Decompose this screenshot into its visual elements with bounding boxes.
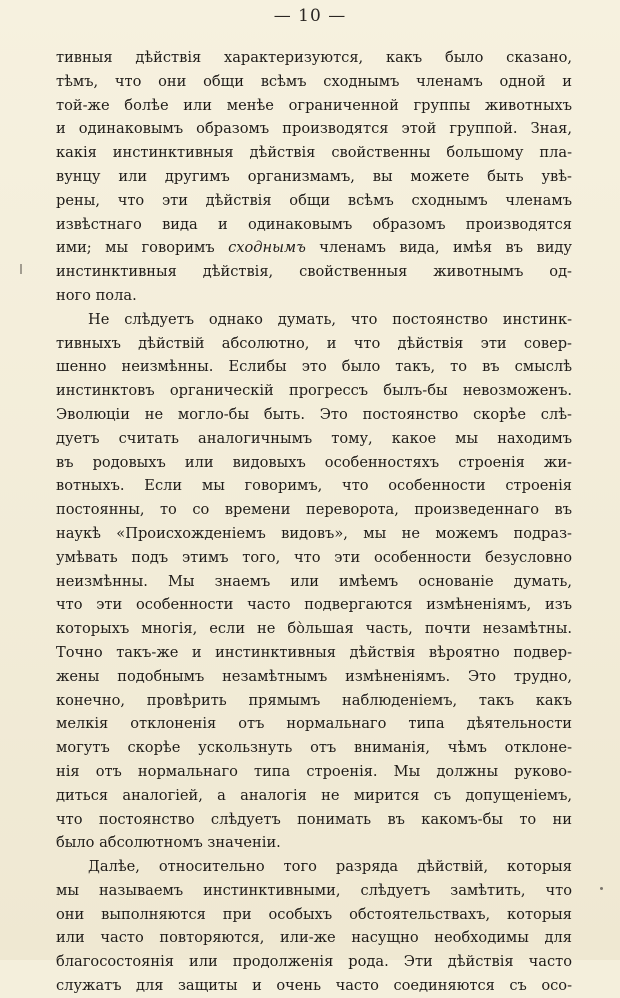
text-line: ного пола. bbox=[56, 286, 137, 304]
text-line: инстинктовъ органическій прогрессъ былъ-бы невозможенъ. bbox=[56, 382, 572, 400]
text-line: тѣмъ, что они общи всѣмъ сходнымъ членамъ одной и bbox=[56, 72, 572, 90]
text-line: рены, что эти дѣйствія общи всѣмъ сходнымъ членамъ bbox=[56, 191, 572, 209]
text-line: диться аналогіей, а аналогія не мирится съ допущеніемъ, bbox=[56, 786, 572, 804]
text-line: мелкія отклоненія отъ нормальнаго типа дѣятельности bbox=[56, 715, 572, 733]
margin-dot bbox=[600, 887, 603, 890]
text-line: Не слѣдуетъ однако думать, что постоянство инстинк- bbox=[88, 310, 572, 328]
text-line bbox=[56, 236, 572, 260]
text-line: Точно такъ-же и инстинктивныя дѣйствія вѣроятно подвер- bbox=[56, 643, 572, 661]
text-line: конечно, провѣрить прямымъ наблюденіемъ, такъ какъ bbox=[56, 691, 572, 709]
text-line: которыхъ многія, если не бо̀льшая часть, почти незамѣтны. bbox=[56, 620, 572, 638]
text-line: той-же болѣе или менѣе ограниченной группы животныхъ bbox=[56, 96, 572, 114]
text-line: вотныхъ. Если мы говоримъ, что особенности строенія bbox=[56, 477, 572, 495]
text-line: могутъ скорѣе ускользнуть отъ вниманія, чѣмъ отклоне- bbox=[56, 739, 572, 757]
page-number: — 10 — bbox=[273, 6, 347, 26]
text-line: инстинктивныя дѣйствія, свойственныя животнымъ од- bbox=[56, 263, 572, 281]
text-line: шенно неизмѣнны. Еслибы это было такъ, то въ смыслѣ bbox=[56, 358, 572, 376]
text-line: дуетъ считать аналогичнымъ тому, какое мы находимъ bbox=[56, 429, 572, 447]
italic-word: сходнымъ bbox=[228, 239, 306, 257]
text-segment: ими; мы говоримъ bbox=[56, 239, 229, 257]
text-line: тивныя дѣйствія характеризуются, какъ было сказано, bbox=[56, 49, 572, 66]
margin-mark bbox=[20, 264, 22, 274]
text-line: нія отъ нормальнаго типа строенія. Мы должны руково- bbox=[56, 762, 572, 780]
text-line: вунцу или другимъ организмамъ, вы можете быть увѣ- bbox=[56, 167, 572, 185]
text-line: Далѣе, относительно того разряда дѣйствій, которыя bbox=[88, 858, 572, 876]
text-line: наукѣ «Происхожденіемъ видовъ», мы не можемъ подраз- bbox=[56, 524, 572, 542]
text-line: жены подобнымъ незамѣтнымъ измѣненіямъ. Это трудно, bbox=[56, 667, 572, 685]
body-text bbox=[56, 46, 572, 998]
text-line: они выполняются при особыхъ обстоятельствахъ, которыя bbox=[56, 905, 572, 923]
text-line: и одинаковымъ образомъ производятся этой группой. Зная, bbox=[56, 120, 572, 138]
text-line: что постоянство слѣдуетъ понимать въ какомъ-бы то ни bbox=[56, 810, 572, 828]
text-line: мы называемъ инстинктивными, слѣдуетъ замѣтить, что bbox=[56, 881, 572, 899]
text-line: постоянны, то со времени переворота, произведеннаго въ bbox=[56, 501, 572, 519]
text-line: благосостоянія или продолженія рода. Эти дѣйствія часто bbox=[56, 953, 572, 971]
text-line: что эти особенности часто подвергаются измѣненіямъ, изъ bbox=[56, 596, 572, 614]
text-line: умѣвать подъ этимъ того, что эти особенности безусловно bbox=[56, 548, 572, 566]
text-line: какія инстинктивныя дѣйствія свойственны большому пла- bbox=[56, 144, 572, 162]
text-line: Эволюціи не могло-бы быть. Это постоянство скорѣе слѣ- bbox=[56, 405, 572, 423]
text-line: въ родовыхъ или видовыхъ особенностяхъ строенія жи- bbox=[56, 453, 572, 471]
text-line: извѣстнаго вида и одинаковымъ образомъ производятся bbox=[56, 215, 572, 233]
text-line: служатъ для защиты и очень часто соединяются съ осо- bbox=[56, 977, 572, 995]
text-line: или часто повторяются, или-же насущно необходимы для bbox=[56, 929, 572, 947]
text-segment: членамъ вида, имѣя въ виду bbox=[305, 239, 572, 257]
text-line: тивныхъ дѣйствій абсолютно, и что дѣйствія эти совер- bbox=[56, 334, 572, 352]
text-line: неизмѣнны. Мы знаемъ или имѣемъ основаніе думать, bbox=[56, 572, 572, 590]
text-line: было абсолютномъ значеніи. bbox=[56, 834, 281, 852]
